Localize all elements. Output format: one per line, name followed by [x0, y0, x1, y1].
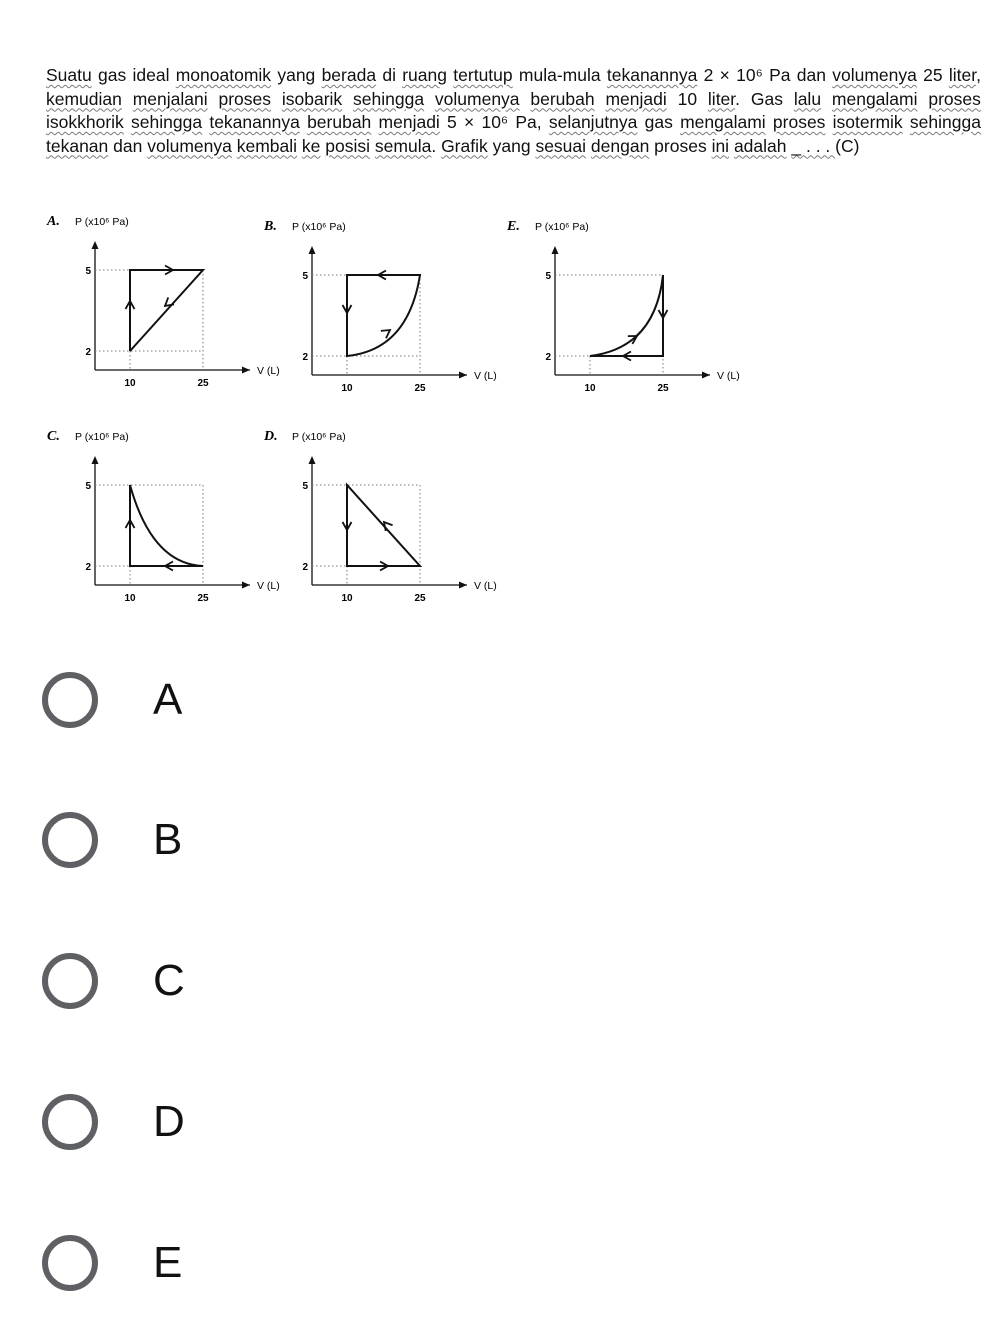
process-path — [347, 275, 420, 356]
question-fragment: proses — [649, 135, 712, 156]
underlined-word: semula — [374, 135, 432, 156]
underlined-word: menjadi — [605, 88, 667, 109]
x-tick-label: 25 — [197, 593, 209, 604]
question-fragment: yang — [487, 135, 536, 156]
question-fragment — [766, 112, 773, 132]
question-fragment — [903, 112, 910, 132]
radio-button[interactable] — [42, 953, 98, 1009]
underlined-word: kemudian — [46, 88, 122, 109]
underlined-word: ke — [301, 135, 321, 156]
y-axis-label: P (x10⁶ Pa) — [292, 221, 346, 233]
pv-graph — [45, 420, 295, 620]
underlined-word: proses — [772, 112, 826, 132]
y-axis-label: P (x10⁶ Pa) — [292, 431, 346, 443]
answer-option-a[interactable] — [42, 665, 342, 735]
x-tick-label: 10 — [584, 383, 596, 394]
arrow-head — [381, 330, 390, 338]
x-axis-arrow — [242, 582, 250, 589]
question-fragment: mula-mula — [512, 65, 607, 85]
question-fragment: dan — [108, 135, 148, 156]
question-fragment — [124, 112, 131, 132]
question-fragment — [371, 112, 378, 132]
underlined-word: posisi — [325, 135, 371, 156]
x-axis-arrow — [242, 367, 250, 374]
x-axis-label: V (L) — [474, 580, 497, 592]
underlined-word: proses — [928, 88, 981, 109]
underlined-word: sesuai — [535, 135, 587, 156]
x-axis-label: V (L) — [717, 370, 740, 382]
underlined-word: mengalami — [831, 88, 918, 109]
answer-option-d[interactable] — [42, 1087, 342, 1157]
pv-graph — [262, 420, 512, 620]
underlined-word: sehingga — [353, 88, 425, 109]
radio-button[interactable] — [42, 1235, 98, 1291]
question-fragment — [271, 89, 282, 109]
option-label: A — [153, 675, 183, 724]
y-tick-label: 5 — [85, 481, 91, 492]
x-axis-arrow — [459, 372, 467, 379]
y-tick-label: 2 — [302, 562, 308, 573]
graph-option-c — [45, 420, 295, 620]
y-tick-label: 5 — [302, 271, 308, 282]
x-axis-arrow — [459, 582, 467, 589]
underlined-word: liter — [948, 65, 977, 85]
underlined-word: volumenya — [434, 88, 520, 109]
x-axis-arrow — [702, 372, 710, 379]
option-label: B — [153, 815, 183, 864]
pv-graph — [262, 210, 512, 410]
underlined-word: volumenya — [147, 135, 232, 156]
underlined-word: sehingga — [909, 112, 981, 132]
option-label: C — [153, 956, 185, 1005]
x-tick-label: 10 — [341, 593, 353, 604]
graph-option-b — [262, 210, 512, 410]
question-fragment: , — [976, 65, 981, 85]
underlined-word: menjalani — [132, 88, 208, 109]
y-tick-label: 5 — [85, 266, 91, 277]
y-axis-arrow — [309, 456, 316, 464]
question-fragment — [520, 89, 531, 109]
question-fragment: 5 × 10⁶ Pa, — [439, 112, 549, 132]
question-fragment — [918, 89, 929, 109]
underlined-word: menjadi — [378, 112, 440, 132]
x-axis-label: V (L) — [474, 370, 497, 382]
process-path — [590, 275, 663, 356]
x-tick-label: 10 — [124, 593, 136, 604]
radio-button[interactable] — [42, 672, 98, 728]
question-fragment — [122, 89, 133, 109]
question-fragment: gas — [637, 112, 681, 132]
question-fragment: . Gas — [735, 88, 794, 109]
x-axis-label: V (L) — [257, 365, 280, 377]
x-tick-label: 25 — [657, 383, 669, 394]
y-axis-arrow — [92, 241, 99, 249]
process-path — [130, 270, 203, 351]
y-tick-label: 2 — [85, 562, 91, 573]
pv-graph — [45, 205, 295, 405]
underlined-word: tekanannya — [606, 65, 698, 85]
graph-option-a — [45, 205, 295, 405]
question-fragment: yang — [271, 65, 322, 85]
underlined-word: kembali — [236, 135, 298, 156]
question-fragment — [208, 89, 219, 109]
option-label: D — [153, 1097, 185, 1146]
process-path — [130, 485, 203, 566]
underlined-word: mengalami — [680, 112, 766, 132]
underlined-word: ini — [711, 135, 730, 156]
underlined-word: dengan — [590, 135, 650, 156]
pv-graph — [505, 210, 755, 410]
question-fragment: . — [431, 135, 442, 156]
option-letter: C. — [47, 429, 60, 444]
x-tick-label: 25 — [414, 383, 426, 394]
y-axis-label: P (x10⁶ Pa) — [75, 431, 129, 443]
underlined-word: Grafik — [441, 135, 488, 156]
y-axis-arrow — [92, 456, 99, 464]
underlined-word: monoatomik — [175, 65, 272, 85]
y-axis-label: P (x10⁶ Pa) — [75, 216, 129, 228]
question-fragment: di — [376, 65, 403, 85]
underlined-word: isotermik — [832, 112, 903, 132]
y-axis-arrow — [552, 246, 559, 254]
question-fragment: 2 × 10⁶ Pa dan — [697, 65, 833, 85]
underlined-word: tekanannya — [209, 112, 300, 132]
underlined-word: berada — [321, 65, 377, 85]
option-letter: D. — [264, 429, 278, 444]
underlined-word: ruang — [402, 65, 447, 85]
question-fragment: 10 — [666, 88, 708, 109]
underlined-word: berubah — [307, 112, 372, 132]
underlined-word: liter — [707, 88, 736, 109]
radio-button[interactable] — [42, 812, 98, 868]
question-fragment — [424, 89, 435, 109]
question-fragment — [342, 89, 353, 109]
underlined-word: adalah — [733, 135, 787, 156]
y-tick-label: 2 — [85, 347, 91, 358]
option-letter: E. — [507, 219, 520, 234]
option-label: E — [153, 1238, 183, 1287]
x-tick-label: 25 — [197, 378, 209, 389]
option-letter: A. — [47, 214, 60, 229]
underlined-word: isobarik — [281, 88, 343, 109]
underlined-word: proses — [218, 88, 272, 109]
underlined-word: lalu — [793, 88, 822, 109]
y-axis-label: P (x10⁶ Pa) — [535, 221, 589, 233]
question-fragment — [595, 89, 606, 109]
underlined-word: _ . . . — [791, 135, 836, 156]
y-tick-label: 2 — [545, 352, 551, 363]
underlined-word: berubah — [530, 88, 595, 109]
underlined-word: tekanan — [46, 135, 109, 156]
answer-option-e[interactable] — [42, 1228, 342, 1298]
y-axis-arrow — [309, 246, 316, 254]
x-axis-label: V (L) — [257, 580, 280, 592]
underlined-word: tertutup — [453, 65, 513, 85]
x-tick-label: 10 — [341, 383, 353, 394]
underlined-word: Suatu — [46, 65, 92, 85]
underlined-word: sehingga — [131, 112, 203, 132]
question-text — [46, 64, 981, 158]
question-fragment: 25 — [916, 65, 949, 85]
question-fragment: gas ideal — [91, 65, 176, 85]
y-tick-label: 5 — [545, 271, 551, 282]
question-fragment: (C) — [835, 135, 860, 156]
question-fragment — [300, 112, 307, 132]
graph-option-e — [505, 210, 755, 410]
underlined-word: selanjutnya — [548, 112, 638, 132]
answer-option-c[interactable] — [42, 946, 342, 1016]
graph-option-d — [262, 420, 512, 620]
underlined-word: volumenya — [832, 65, 917, 85]
question-fragment — [821, 89, 832, 109]
underlined-word: isokkhorik — [46, 112, 124, 132]
process-path — [347, 485, 420, 566]
question-fragment — [825, 112, 832, 132]
x-tick-label: 25 — [414, 593, 426, 604]
answer-option-b[interactable] — [42, 805, 342, 875]
arrow-head — [165, 297, 174, 306]
y-tick-label: 2 — [302, 352, 308, 363]
radio-button[interactable] — [42, 1094, 98, 1150]
x-tick-label: 10 — [124, 378, 136, 389]
option-letter: B. — [264, 219, 277, 234]
y-tick-label: 5 — [302, 481, 308, 492]
